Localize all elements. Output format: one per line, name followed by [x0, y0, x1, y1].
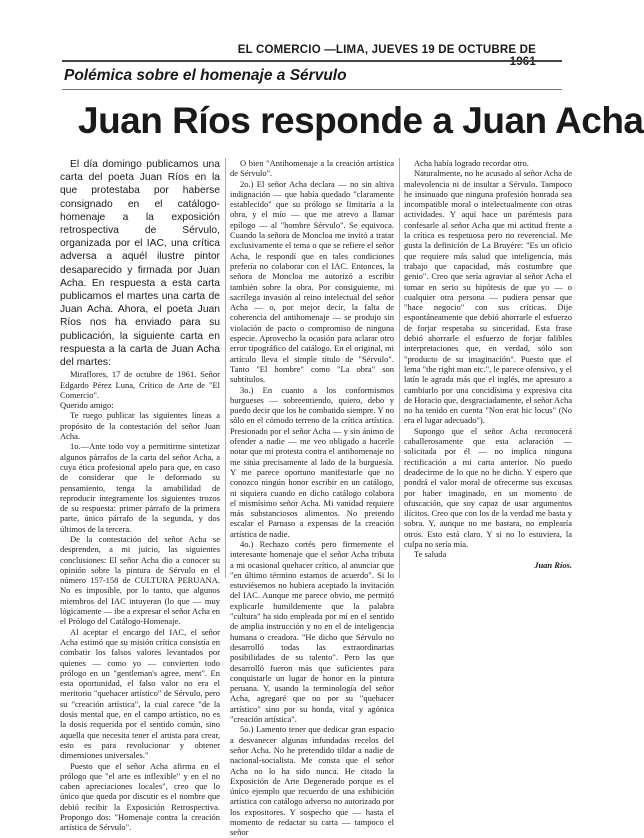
body-paragraph: Al aceptar el encargo del IAC, el señor Acha estimó que su misión crítica consistía en combatir los falsos valores levantados por quienes — como yo — convierten todo prólogo en un "gentleman's agree, ment". En esta oportunidad, el falso valor no era el meritorio "quehacer artístico" de Sérvulo, pero su "creación artística", la cual carece "de la dosis mental que, en el campo artístico, no es la dosis requerida por el sentido común, sino aquella que necesita tener el artista para crear, esto es para revolucionar y obtener dimensiones universales.": [60, 626, 220, 761]
column-1: [60, 158, 221, 833]
kicker-box: [62, 60, 562, 90]
body-paragraph: 5o.) Lamento tener que dedicar gran espacio a desvanecer algunas infundadas recelos del señor Acha. No he pretendido tildar a nadie de nacional-socialista. Me consta que el señor Acha no lo ha sido nunca. He citado la Exposición de Arte Degenerado porque es el único ejemplo que recuerdo de una exhibición artística con catálogo adverso no autorizado por los expositores. Y sospecho que — hasta el momento de redactar su carta — tampoco el señor: [230, 724, 394, 838]
body-paragraph: Acha había logrado recordar otro.: [414, 158, 529, 168]
body-paragraph: O bien "Antihomenaje a la creación artística de Sérvulo".: [230, 158, 394, 179]
body-paragraph: Supongo que el señor Acha reconocerá caballerosamente que esta aclaración — solicitada por él — no implica ninguna rectificación a mi carta anterior. No puedo deadecirme de lo que no he dicho. Y espero que pondrá el valor moral de ofrecerme sus excusas por haber imaginado, en un momento de ofuscación, que soy capaz de usar argumentos ilícitos. Creo que con los de la verdad me basta y sobra. Y, aunque no me bastara, no emplearía otros. Esto está claro. Y si no lo estuviera, la culpa no sería mía.: [404, 425, 572, 549]
intro-paragraph: El día domingo publicamos una carta del poeta Juan Ríos en la que protestaba por haberse consignado en el catálogo-homenaje a la exposición retrospectiva de Sérvulo, organizada por el IAC, una crítica adversa a aquél ilustre pintor desaparecido y firmada por Juan Acha. En respuesta a esta carta publicamos el martes una carta de Juan Acha. Ahora, el poeta Juan Ríos nos ha enviado para su publicación, la siguiente carta en respuesta a la carta de Juan Acha del martes:: [60, 159, 220, 369]
article-headline: Juan Ríos responde a Juan Acha: [78, 100, 644, 141]
body-paragraph: 2o.) El señor Acha declara — no sin altiva indignación — que había quedado "claramente establecido" que su prólogo se limitaría a la obra, y el mío — que me atrevo a llamar epílogo — al "hombre Sérvulo". Se equivoca. Cuando la señora de Moncloa me invitó a tratar exclusivamente el tema o que se refiere el señor Acha, le respondí que en tales condiciones prefería no colaborar con el IAC. Entonces, la señora de Moncloa me autorizó a escribir también sobre la obra. Por consiguiente, mi sacrílega invasión al reino intelectual del señor Acha — o, por mejor decir, la falta de coherencia del antihomenaje — se produjo sin violación de pacto o compromiso de ninguna especie. Aprovecho la ocasión para aclarar otro error tipográfico del catálogo. En el original, mi artículo lleva el simple título de "Sérvulo". Tanto "El hombre" como "La obra" son subtítulos.: [230, 178, 394, 385]
body-paragraph: Te saluda: [414, 549, 447, 560]
letter-date-line: Miraflores, 17 de octubre de 1961. Señor Edgardo Pérez Luna, Crítico de Arte de "El Comercio".: [60, 369, 220, 400]
body-paragraph: De la contestación del señor Acha se desprenden, a mi juicio, las siguientes conclusiones: El señor Acha dio a conocer su opinión sobre la pintura de Sérvulo en el número 157-158 de CULTURA PERUANA. No es imposible, por lo tanto, que algunos miembros del IAC intuyeran (lo que — muy lógicamente — ibe a expresar el señor Acha en el Prólogo del Catálogo-Homenaje.: [60, 534, 221, 627]
letter-signature: Juan Ríos.: [534, 559, 572, 570]
letter-salutation: Querido amigo:: [60, 400, 114, 411]
body-paragraph: Puesto que el señor Acha afirma en el prólogo que "el arte es inflexible" y en el no caben apreciaciones locales", creo que lo único que queda por discutir es el nombre que debió recibir la Exposición Retrospectiva. Propongo dos: "Homenaje contra la creación artística de Sérvulo".: [60, 760, 220, 833]
article-body: [60, 158, 572, 838]
column-2: [230, 158, 394, 838]
body-paragraph: 3o.) En cuanto a los conformismos burgueses — sobreentiendo, quiero, debo y puedo decir que los he combatido siempre. Y no sólo en el cómodo terreno de la crítica artística. Presionado por el señor Acha — y sin ánimo de ofender a nadie — me veo obligado a hacerle notar que mi protesta contra el antihomenaje no me sitúa precisamente al lado de la burguesía. Y me parece oportuno manifestarle que no conozco ningún honor escribir en un catálogo, ni siquiera cuando en dicho catálogo colabora el mismísimo señor Acha. Mi vanidad requiere más substanciosos alimentos. No pretendo escalar el Parnaso a expensas de la creación artística de nadie.: [230, 384, 394, 539]
column-divider: [225, 158, 226, 578]
body-paragraph: 1o.—Ante todo voy a permitirme sintetizar algunos párrafos de la carta del señor Acha, a cuya ética profesional apelo para que, en caso de considerar que le deformado su pensamiento, tenga la amabilidad de reproducir íntegramente los siguientes trozos de su respuesta: primer párrafo de la primera parte, único párrafo de la segunda, y dos últimos de la tercera.: [60, 441, 220, 534]
newspaper-masthead: EL COMERCIO —LIMA, JUEVES 19 DE OCTUBRE DE 1961: [237, 44, 536, 68]
body-paragraph: Naturalmente, no he acusado al señor Acha de malevolencia ni de insultar a Sérvulo. Tampoco he insinuado que ninguna profesión honrada sea incompatible moral o intelectualmente con otras actividades. Y aquí hace un paréntesis para confesarle al señor Acha que mi actitud frente a la crítica es respetuosa pero no reverencial. Me gusta la definición de La Bruyère: "Es un oficio que requiere más salud que inteligencia, más trabajo que capacidad, más costumbre que genio". Creo que sería agraviar al señor Acha el tomar en serio su hipótesis de que yo — o cualquier otra persona — pudiera pensar que "hace negocio" con sus críticas. Dije espontáneamente que debió ahorrarle el esfuerzo de forjar respetaba su sinceridad. Esta frase debió ahorrarle el esfuerzo de forjar falibles interpretaciones que, en verdad, sólo son "producto de su imaginación". Puesto que el lema "the right man etc.", le parece ofensivo, y el latín le agrada más que el inglés, me apresuro a cambiarlo por una concidísima y expresiva cita de Horacio que, desgraciadamente, el señor Acha no ha tenido en cuenta "Non erat hic locus" (No era el lugar adecuado").: [404, 168, 572, 426]
article-kicker: Polémica sobre el homenaje a Sérvulo: [64, 67, 347, 84]
column-1-text: [60, 410, 220, 832]
column-divider: [399, 158, 400, 578]
column-2-text: [230, 158, 394, 838]
column-3-text: [404, 158, 572, 560]
body-paragraph: 4o.) Rechazo cortés pero firmemente el interesante homenaje que el señor Acha tributa a mi ocasional quehacer crítico, al anunciar que "en último término estamos de acuerdo". Si lo estuviésemos no hubiera aceptado la invitación del IAC. Aunque me parece obvio, me permitó explicarle humildemente que la palabra "cultura" ha sido empleada por mí en el sentido de amplia instrucción y no en el de inteligencia humana o creadora. "He dicho que Sérvulo no desarrolló todas las extraordinarias posibilidades de su talento". Pero las que desarrolló fueron más que suficientes para conquistarle un lugar de honor en la pintura peruana. Y, usando la terminología del señor Acha, agregaré que no por su "quehacer artístico" sino por su honda, vital y agónica "creación artística".: [230, 538, 394, 725]
body-paragraph: Te ruego publicar las siguientes líneas a propósito de la contestación del señor Juan Acha.: [60, 410, 220, 442]
column-3: [404, 158, 572, 798]
